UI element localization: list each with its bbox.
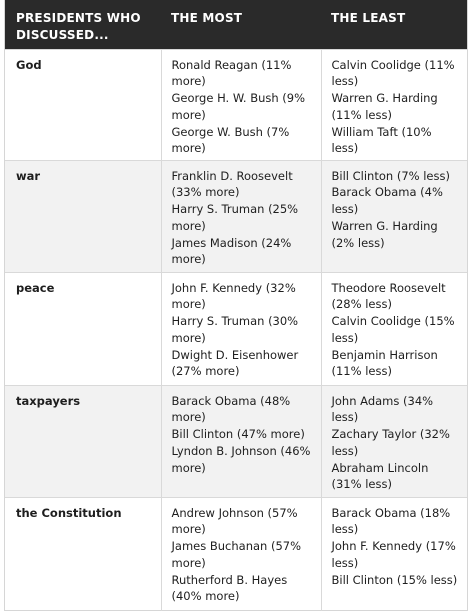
topic-cell: God	[5, 49, 161, 160]
least-cell	[321, 497, 467, 611]
list-item: Bill Clinton (7% less)	[331, 168, 450, 183]
presidents-topics-table	[5, 0, 467, 611]
list-item: John F. Kennedy (32% more)	[171, 280, 296, 312]
most-cell	[161, 385, 321, 497]
list-item: Barack Obama (4% less)	[331, 185, 443, 217]
list-item: Barack Obama (48% more)	[171, 393, 291, 425]
least-cell	[321, 49, 467, 160]
most-cell	[161, 497, 321, 611]
list-item: George W. Bush (7% more)	[171, 124, 290, 156]
topic-cell: the Constitution	[5, 497, 161, 611]
list-item: Barack Obama (18% less)	[331, 505, 451, 537]
header-the-least: THE LEAST	[321, 0, 467, 49]
table-row	[5, 160, 467, 272]
most-cell	[161, 272, 321, 385]
list-item: Theodore Roosevelt (28% less)	[331, 280, 446, 312]
header-presidents-who-discussed: PRESIDENTS WHO DISCUSSED...	[5, 0, 161, 49]
table-header-row	[5, 0, 467, 49]
table-row	[5, 49, 467, 160]
list-item: Zachary Taylor (32% less)	[331, 427, 450, 458]
list-item: Franklin D. Roosevelt (33% more)	[171, 168, 293, 200]
list-item: Dwight D. Eisenhower (27% more)	[171, 347, 299, 379]
topic-cell: war	[5, 160, 161, 272]
list-item: James Buchanan (57% more)	[171, 539, 302, 570]
table-row	[5, 385, 467, 497]
least-cell	[321, 272, 467, 385]
topic-cell: taxpayers	[5, 385, 161, 497]
list-item: Lyndon B. Johnson (46% more)	[171, 443, 311, 475]
list-item: John Adams (34% less)	[331, 393, 434, 425]
list-item: Harry S. Truman (25% more)	[171, 202, 299, 233]
table-row	[5, 497, 467, 611]
list-item: Bill Clinton (47% more)	[171, 427, 305, 442]
most-cell	[161, 160, 321, 272]
list-item: Harry S. Truman (30% more)	[171, 314, 299, 345]
list-item: Warren G. Harding (2% less)	[331, 218, 438, 250]
list-item: Ronald Reagan (11% more)	[171, 57, 292, 89]
list-item: Benjamin Harrison (11% less)	[331, 347, 438, 379]
list-item: George H. W. Bush (9% more)	[171, 91, 306, 122]
topic-cell: peace	[5, 272, 161, 385]
list-item: Andrew Johnson (57% more)	[171, 505, 298, 537]
list-item: Calvin Coolidge (15% less)	[331, 314, 455, 345]
list-item: Abraham Lincoln (31% less)	[331, 460, 429, 492]
presidents-topics-table-frame	[4, 0, 468, 611]
list-item: John F. Kennedy (17% less)	[331, 539, 456, 570]
table-row	[5, 272, 467, 385]
list-item: Warren G. Harding (11% less)	[331, 91, 438, 122]
list-item: Rutherford B. Hayes (40% more)	[171, 572, 288, 604]
list-item: Calvin Coolidge (11% less)	[331, 57, 455, 89]
most-cell	[161, 49, 321, 160]
list-item: William Taft (10% less)	[331, 124, 432, 156]
header-the-most: THE MOST	[161, 0, 321, 49]
list-item: Bill Clinton (15% less)	[331, 572, 458, 587]
least-cell	[321, 385, 467, 497]
list-item: James Madison (24% more)	[171, 235, 292, 267]
least-cell	[321, 160, 467, 272]
